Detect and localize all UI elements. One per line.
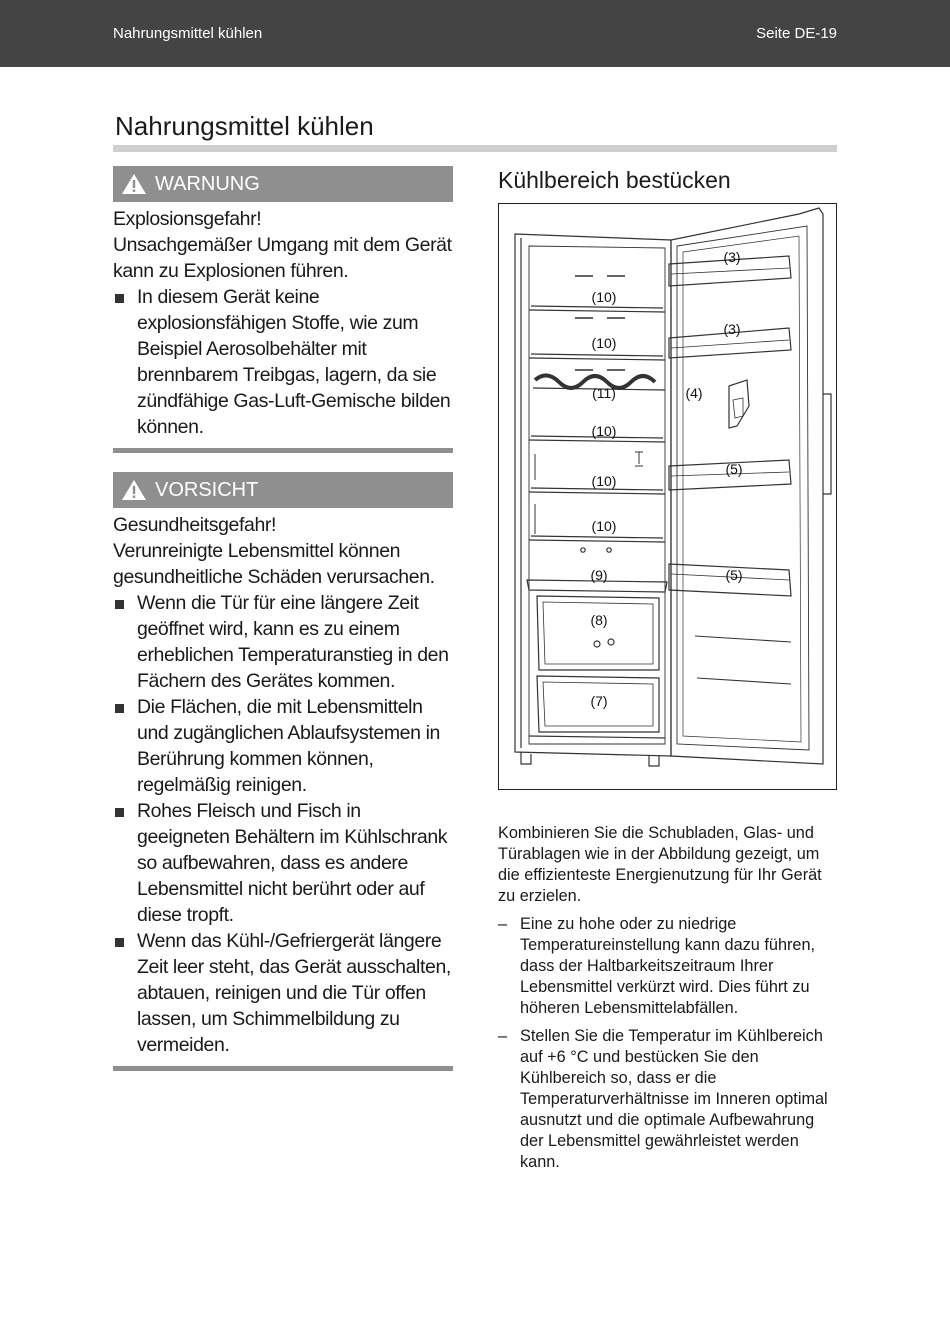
label-shelf-1: (10) xyxy=(591,289,617,305)
label-door-shelf-low: (5) xyxy=(725,567,743,583)
list-item: Wenn das Kühl-/Gefriergerät längere Zeit leer steht, das Gerät ausschalten, abtauen, reinigen und die Tür offen lassen, um Schimmelbildung zu vermeiden. xyxy=(113,928,453,1058)
caution-divider xyxy=(113,1066,453,1071)
label-shelf-3: (10) xyxy=(591,423,617,439)
warning-hazard: Explosionsgefahr! xyxy=(113,208,262,230)
caution-notice xyxy=(113,472,453,1071)
caution-header xyxy=(113,472,453,508)
header-page-number: Seite DE-19 xyxy=(756,25,837,42)
list-item: Rohes Fleisch und Fisch in geeigneten Behältern im Kühlschrank so aufbewahren, dass es andere Lebensmittel nicht berührt oder auf diese tropft. xyxy=(113,798,453,928)
label-shelf-4: (10) xyxy=(591,473,617,489)
page-title: Nahrungsmittel kühlen xyxy=(115,111,374,141)
label-cover: (9) xyxy=(590,567,608,583)
label-door-shelf-mid: (5) xyxy=(725,461,743,477)
label-drawer-lower: (7) xyxy=(590,693,608,709)
right-column xyxy=(498,166,837,1171)
label-shelf-5: (10) xyxy=(591,518,617,534)
caution-label: VORSICHT xyxy=(155,478,259,501)
caution-hazard: Gesundheitsgefahr! xyxy=(113,514,276,536)
warning-triangle-icon xyxy=(121,173,147,195)
list-item: – Stellen Sie die Temperatur im Kühlbereich auf +6 °C und bestücken Sie den Kühlbereich so, dass er die Temperaturverhältnisse im Inneren optimal ausnutzt und die optimale Aufbewahrung der Lebensmittel gewährleistet werden kann. xyxy=(498,1026,837,1173)
section-title: Kühlbereich bestücken xyxy=(498,167,731,193)
list-item: Wenn die Tür für eine längere Zeit geöffnet wird, kann es zu einem erheblichen Temperaturanstieg in den Fächern des Gerätes kommen. xyxy=(113,590,453,694)
warning-header xyxy=(113,166,453,202)
section-body xyxy=(498,823,837,1180)
fridge-illustration xyxy=(499,204,835,788)
title-divider xyxy=(113,145,837,152)
warning-list xyxy=(113,284,453,440)
label-holder: (4) xyxy=(685,385,703,401)
warning-triangle-icon xyxy=(121,479,147,501)
warning-description: Unsachgemäßer Umgang mit dem Gerät kann zu Explosionen führen. xyxy=(113,234,452,282)
section-list xyxy=(498,914,837,1173)
label-drawer-upper: (8) xyxy=(590,612,608,628)
caution-description: Verunreinigte Lebensmittel können gesundheitliche Schäden verursachen. xyxy=(113,540,435,588)
list-item: Die Flächen, die mit Lebensmitteln und zugänglichen Ablaufsystemen in Berührung kommen können, regelmäßig reinigen. xyxy=(113,694,453,798)
fridge-diagram xyxy=(498,203,837,790)
warning-notice xyxy=(113,166,453,453)
label-door-shelf-top: (3) xyxy=(723,249,741,265)
label-door-shelf-second: (3) xyxy=(723,321,741,337)
label-wine-rack: (11) xyxy=(592,385,616,401)
caution-body xyxy=(113,512,453,1058)
section-intro: Kombinieren Sie die Schubladen, Glas- und Türablagen wie in der Abbildung gezeigt, um die effizienteste Energienutzung für Ihr Gerät zu erzielen. xyxy=(498,824,822,905)
warning-body xyxy=(113,206,453,440)
page-header xyxy=(0,0,950,67)
left-column xyxy=(113,166,453,1071)
label-shelf-2: (10) xyxy=(591,335,617,351)
warning-label: WARNUNG xyxy=(155,172,260,195)
header-section-title: Nahrungsmittel kühlen xyxy=(113,25,263,42)
caution-list xyxy=(113,590,453,1058)
list-item: – Eine zu hohe oder zu niedrige Temperatureinstellung kann dazu führen, dass der Haltbarkeitszeitraum Ihrer Lebensmittel verkürzt wird. Dies führt zu höheren Lebensmittelabfällen. xyxy=(498,914,837,1019)
list-item: In diesem Gerät keine explosionsfähigen Stoffe, wie zum Beispiel Aerosolbehälter mit brennbarem Treibgas, lagern, da sie zündfähige Gas-Luft-Gemische bilden können. xyxy=(113,284,453,440)
